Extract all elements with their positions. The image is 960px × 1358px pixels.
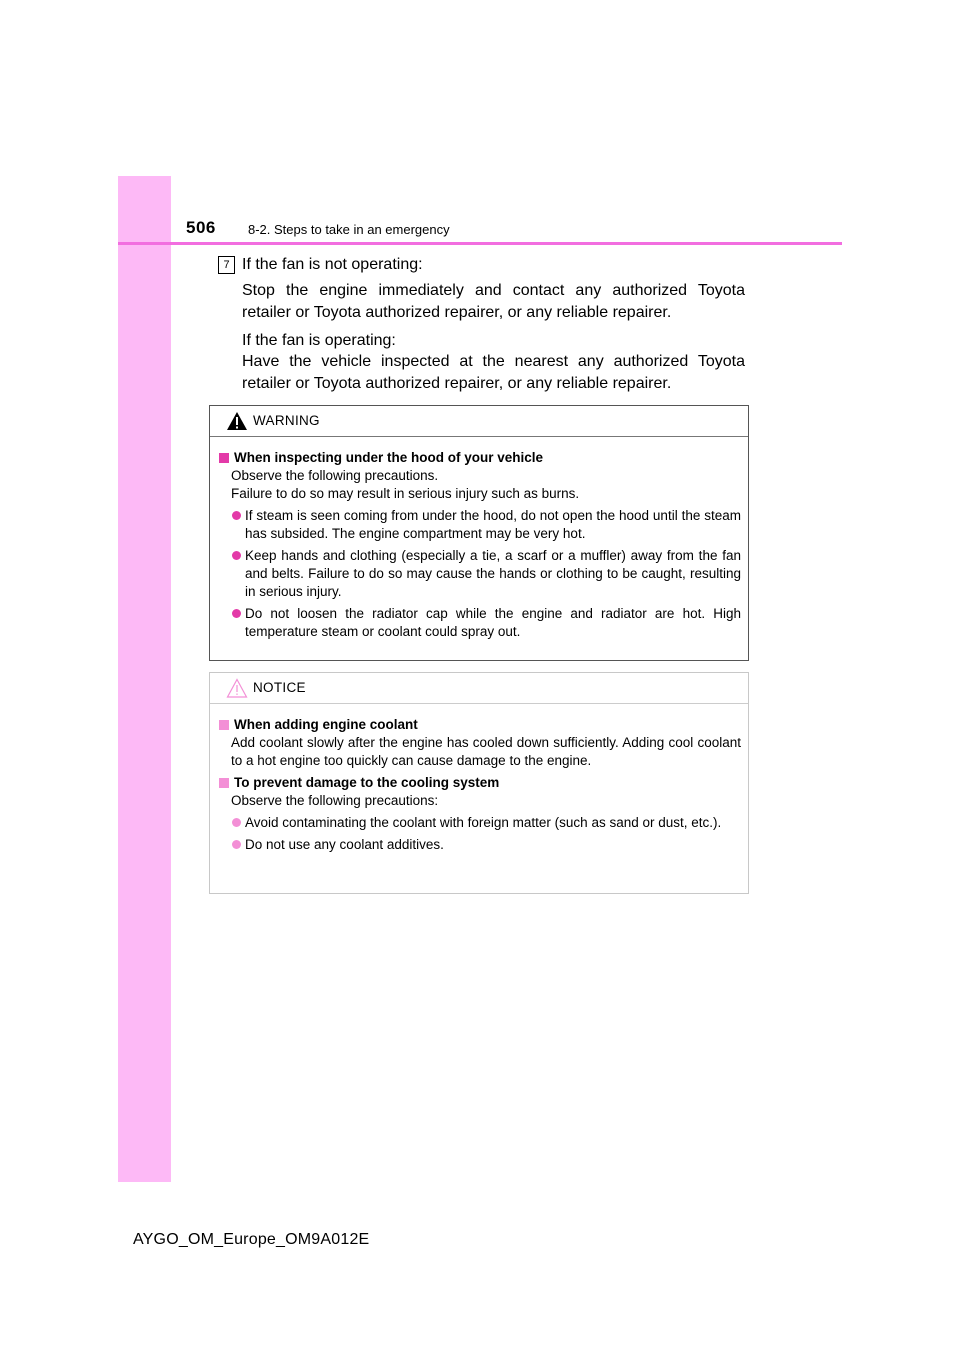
notice-title: NOTICE bbox=[253, 680, 306, 695]
step-number-badge: 7 bbox=[218, 256, 235, 274]
notice-triangle-icon bbox=[226, 678, 248, 703]
document-code: AYGO_OM_Europe_OM9A012E bbox=[133, 1231, 370, 1248]
warning-bullet: If steam is seen coming from under the hood, do not open the hood until the steam has subsided. The engine compartment may be very hot. bbox=[231, 507, 741, 543]
round-bullet-icon bbox=[232, 551, 241, 560]
notice-header bbox=[210, 673, 748, 704]
notice-box bbox=[209, 672, 749, 894]
round-bullet-icon bbox=[232, 818, 241, 827]
notice-paragraph: Observe the following precautions: bbox=[231, 793, 439, 808]
warning-intro-line: Failure to do so may result in serious injury such as burns. bbox=[231, 486, 580, 501]
section-title: 8-2. Steps to take in an emergency bbox=[248, 222, 450, 237]
notice-heading: To prevent damage to the cooling system bbox=[218, 774, 741, 792]
notice-bullet: Do not use any coolant additives. bbox=[231, 836, 741, 854]
warning-triangle-icon bbox=[226, 411, 248, 436]
square-bullet-icon bbox=[219, 453, 229, 463]
warning-heading: When inspecting under the hood of your vehicle bbox=[218, 449, 741, 467]
warning-intro-line: Observe the following precautions. bbox=[231, 468, 439, 483]
round-bullet-icon bbox=[232, 609, 241, 618]
warning-title: WARNING bbox=[253, 413, 320, 428]
step-text-line1: If the fan is not operating: bbox=[242, 256, 423, 273]
square-bullet-icon bbox=[219, 778, 229, 788]
round-bullet-icon bbox=[232, 511, 241, 520]
square-bullet-icon bbox=[219, 720, 229, 730]
notice-bullet: Avoid contaminating the coolant with foreign matter (such as sand or dust, etc.). bbox=[231, 814, 741, 832]
notice-heading: When adding engine coolant bbox=[218, 716, 741, 734]
header-rule bbox=[118, 242, 842, 245]
round-bullet-icon bbox=[232, 840, 241, 849]
warning-bullet: Keep hands and clothing (especially a tie, a scarf or a muffler) away from the fan and belts. Failure to do so may cause the hands or clothing to be caught, resulting in serious injury. bbox=[231, 547, 741, 601]
page-number: 506 bbox=[186, 218, 216, 237]
page-sidebar-tab bbox=[118, 176, 171, 1182]
step-text-line4: Have the vehicle inspected at the nearest any authorized Toyota retailer or Toyota authorized repairer, or any reliable repairer. bbox=[242, 353, 745, 392]
step-text-line2: Stop the engine immediately and contact any authorized Toyota retailer or Toyota authorized repairer, or any reliable repairer. bbox=[242, 282, 745, 321]
warning-bullet: Do not loosen the radiator cap while the engine and radiator are hot. High temperature steam or coolant could spray out. bbox=[231, 605, 741, 641]
warning-box bbox=[209, 405, 749, 661]
warning-header bbox=[210, 406, 748, 437]
step-text-line3: If the fan is operating: bbox=[242, 332, 396, 349]
notice-paragraph: Add coolant slowly after the engine has cooled down sufficiently. Adding cool coolant to a hot engine too quickly can cause damage to the engine. bbox=[231, 735, 741, 768]
